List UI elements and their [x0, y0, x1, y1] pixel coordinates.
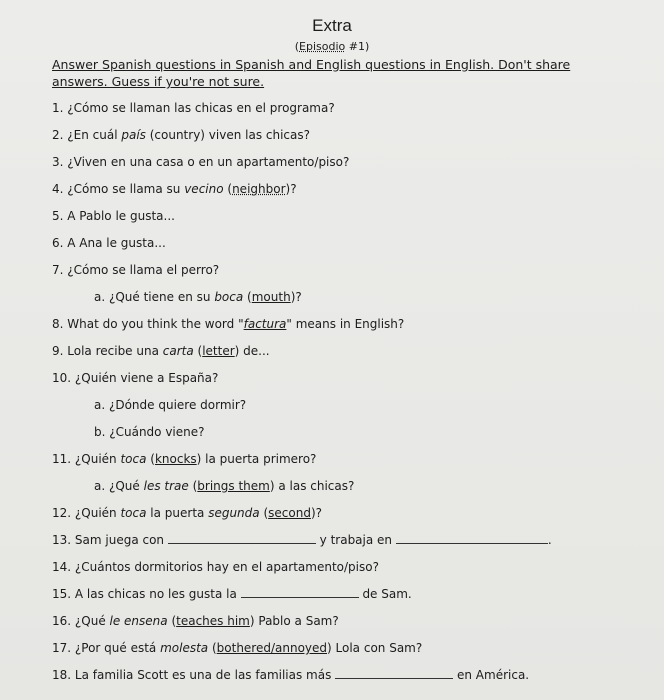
question-16: 16. ¿Qué le ensena (teaches him) Pablo a Sam? — [52, 614, 339, 628]
answer-blank-15[interactable] — [241, 586, 359, 598]
question-2: 2. ¿En cuál país (country) viven las chicas? — [52, 128, 310, 142]
question-12: 12. ¿Quién toca la puerta segunda (second)? — [52, 506, 322, 520]
question-10: 10. ¿Quién viene a España? — [52, 371, 219, 385]
question-14: 14. ¿Cuántos dormitorios hay en el apartamento/piso? — [52, 560, 379, 574]
question-18: 18. La familia Scott es una de las familias más en América. — [52, 668, 530, 682]
instructions: Answer Spanish questions in Spanish and English questions in English. Don't share answers. Guess if you're not sure. — [52, 57, 571, 89]
answer-blank-13b[interactable] — [396, 532, 548, 544]
question-7: 7. ¿Cómo se llama el perro? — [52, 263, 220, 277]
question-6: 6. A Ana le gusta... — [52, 236, 166, 250]
page-subtitle: (Episodio #1) — [294, 40, 370, 53]
question-9: 9. Lola recibe una carta (letter) de... — [52, 344, 270, 358]
question-8: 8. What do you think the word "factura" means in English? — [52, 317, 405, 331]
question-10b: b. ¿Cuándo viene? — [94, 425, 205, 439]
answer-blank-13a[interactable] — [168, 532, 316, 544]
question-10a: a. ¿Dónde quiere dormir? — [94, 398, 247, 412]
question-13: 13. Sam juega con y trabaja en . — [52, 533, 552, 547]
question-17: 17. ¿Por qué está molesta (bothered/annoyed) Lola con Sam? — [52, 641, 423, 655]
question-15: 15. A las chicas no les gusta la de Sam. — [52, 587, 412, 601]
answer-blank-18[interactable] — [335, 667, 453, 679]
question-1: 1. ¿Cómo se llaman las chicas en el programa? — [52, 101, 335, 115]
question-3: 3. ¿Viven en una casa o en un apartamento/piso? — [52, 155, 350, 169]
question-4: 4. ¿Cómo se llama su vecino (neighbor)? — [52, 182, 297, 196]
question-7a: a. ¿Qué tiene en su boca (mouth)? — [94, 290, 302, 304]
question-5: 5. A Pablo le gusta... — [52, 209, 175, 223]
episode-label: Episodio — [299, 40, 346, 53]
question-11a: a. ¿Qué les trae (brings them) a las chicas? — [94, 479, 355, 493]
page-title: Extra — [312, 16, 352, 35]
question-11: 11. ¿Quién toca (knocks) la puerta primero? — [52, 452, 317, 466]
